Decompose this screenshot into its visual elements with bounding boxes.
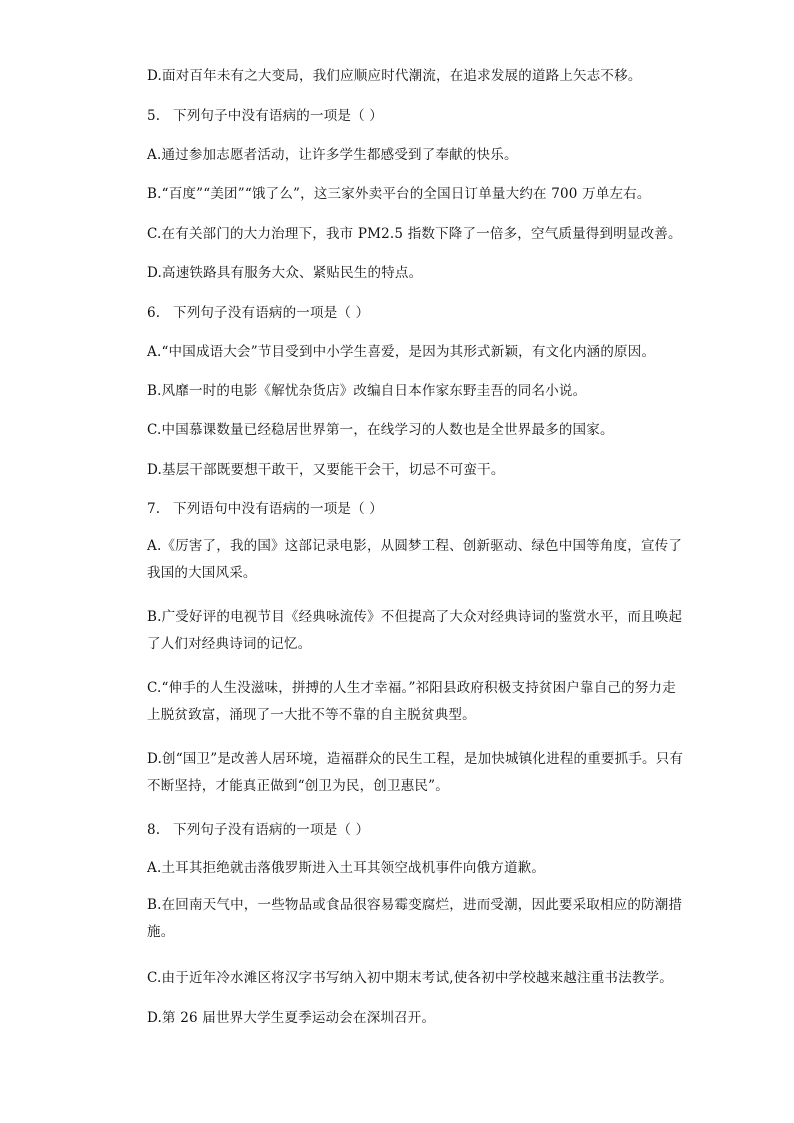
option-d-q4: D.面对百年未有之大变局，我们应顺应时代潮流，在追求发展的道路上矢志不移。	[147, 68, 642, 84]
question-6	[147, 303, 707, 323]
option-c-q5: C.在有关部门的大力治理下，我市 PM2.5 指数下降了一倍多，空气质量得到明显改善。	[147, 226, 682, 242]
option-b-q7: B.广受好评的电视节目《经典咏流传》不但提高了大众对经典诗词的鉴赏水平，而且唤起了人们对经典诗词的记忆。	[147, 609, 683, 652]
question-7	[147, 499, 707, 519]
question-8	[147, 820, 707, 840]
question-number: 7.	[147, 501, 161, 517]
question-stem: 下列语句中没有语病的一项是（ ）	[173, 501, 383, 517]
question-stem: 下列句子没有语病的一项是（ ）	[173, 305, 370, 321]
question-stem: 下列句子没有语病的一项是（ ）	[173, 822, 370, 838]
question-stem: 下列句子中没有语病的一项是（ ）	[173, 108, 383, 124]
option-c-q7: C.“伸手的人生没滋味，拼搏的人生才幸福。”祁阳县政府积极支持贫困户靠自己的努力走上脱贫致富，涌现了一大批不等不靠的自主脱贫典型。	[147, 680, 676, 723]
question-number: 5.	[147, 108, 161, 124]
option-c-q8: C.由于近年冷水滩区将汉字书写纳入初中期末考试,使各初中学校越来越注重书法教学。	[147, 970, 673, 986]
option-d-q5: D.高速铁路具有服务大众、紧贴民生的特点。	[147, 265, 423, 281]
option-a-q5: A.通过参加志愿者活动，让许多学生都感受到了奉献的快乐。	[147, 147, 518, 163]
option-b-q5: B.“百度”“美团”“饿了么”，这三家外卖平台的全国日订单量大约在 700 万单左右。	[147, 186, 651, 202]
question-number: 6.	[147, 305, 161, 321]
option-b-q6: B.风靡一时的电影《解忧杂货店》改编自日本作家东野圭吾的同名小说。	[147, 383, 587, 399]
question-number: 8.	[147, 822, 161, 838]
option-d-q7: D.创“国卫”是改善人居环境，造福群众的民生工程，是加快城镇化进程的重要抓手。只有不断坚持，才能真正做到“创卫为民，创卫惠民”。	[147, 751, 684, 794]
option-d-q8: D.第 26 届世界大学生夏季运动会在深圳召开。	[147, 1010, 436, 1026]
option-a-q6: A.“中国成语大会”节目受到中小学生喜爱，是因为其形式新颖，有文化内涵的原因。	[147, 344, 656, 360]
option-d-q6: D.基层干部既要想干敢干，又要能干会干，切忌不可蛮干。	[147, 462, 505, 478]
question-5	[147, 106, 707, 126]
option-b-q8: B.在回南天气中，一些物品或食品很容易霉变腐烂，进而受潮，因此要采取相应的防潮措施。	[147, 897, 683, 940]
option-a-q8: A.土耳其拒绝就击落俄罗斯进入土耳其领空战机事件向俄方道歉。	[147, 860, 546, 876]
option-c-q6: C.中国慕课数量已经稳居世界第一，在线学习的人数也是全世界最多的国家。	[147, 422, 614, 438]
option-a-q7: A.《厉害了，我的国》这部记录电影，从圆梦工程、创新驱动、绿色中国等角度，宣传了我国的大国风采。	[147, 538, 683, 581]
